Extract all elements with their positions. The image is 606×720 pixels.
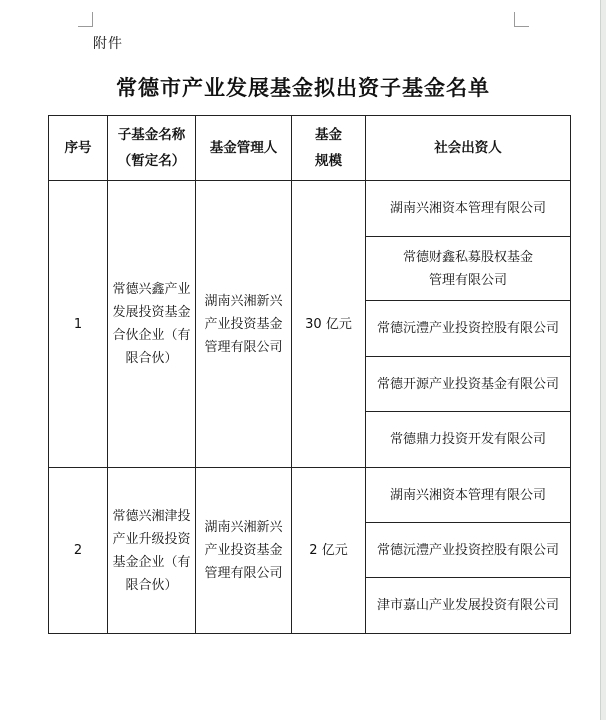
manager-line: 湖南兴湘新兴 [204, 293, 283, 309]
fund-name-line: 常德兴湘津投 [112, 508, 191, 524]
fund-name-line: 产业升级投资 [112, 531, 191, 547]
header-index: 序号 [49, 116, 108, 181]
investor-cell [366, 301, 571, 357]
table-row [49, 181, 571, 237]
fund-list-table [48, 115, 571, 634]
investor-cell [366, 181, 571, 237]
table-header-row [49, 116, 571, 181]
manager-line: 湖南兴湘新兴 [204, 520, 283, 535]
row-index: 2 [49, 468, 108, 634]
fund-name-line: 合伙企业（有 [112, 328, 191, 343]
fund-name-line: 发展投资基金 [112, 305, 191, 320]
investor-cell [366, 523, 571, 578]
header-scale [292, 116, 366, 181]
header-investors: 社会出资人 [366, 116, 571, 181]
manager-line: 管理有限公司 [204, 339, 283, 355]
header-scale-line: 规模 [315, 153, 342, 169]
investor-line: 常德开源产业投资基金有限公司 [376, 376, 559, 392]
manager-cell [196, 181, 292, 468]
investor-line: 常德沅澧产业投资控股有限公司 [376, 321, 559, 336]
investor-line: 湖南兴湘资本管理有限公司 [389, 201, 546, 216]
fund-name-cell [108, 181, 196, 468]
page-corner-mark-right [514, 12, 529, 27]
investor-line: 湖南兴湘资本管理有限公司 [389, 487, 546, 503]
table-row [49, 468, 571, 523]
fund-name-line: 限合伙） [125, 577, 178, 593]
fund-name-line: 常德兴鑫产业 [112, 282, 191, 297]
header-fund-name-line: 子基金名称 [117, 127, 186, 143]
document-title: 常德市产业发展基金拟出资子基金名单 [116, 75, 490, 100]
manager-line: 管理有限公司 [204, 566, 283, 581]
manager-line: 产业投资基金 [204, 543, 283, 558]
manager-line: 产业投资基金 [204, 316, 283, 332]
investor-cell [366, 578, 571, 634]
investor-line: 管理有限公司 [428, 272, 507, 288]
investor-cell [366, 237, 571, 301]
fund-name-line: 限合伙） [125, 351, 178, 366]
header-fund-name-line: （暂定名） [117, 153, 186, 169]
investor-cell [366, 412, 571, 468]
investor-line: 常德沅澧产业投资控股有限公司 [376, 542, 559, 558]
scale-cell: 30 亿元 [292, 181, 366, 468]
header-manager: 基金管理人 [196, 116, 292, 181]
header-fund-name [108, 116, 196, 181]
manager-cell [196, 468, 292, 634]
scale-cell: 2 亿元 [292, 468, 366, 634]
fund-name-cell [108, 468, 196, 634]
fund-name-line: 基金企业（有 [112, 554, 191, 570]
investor-line: 常德鼎力投资开发有限公司 [389, 432, 546, 447]
investor-line: 常德财鑫私募股权基金 [402, 249, 533, 265]
row-index: 1 [49, 181, 108, 468]
investor-cell [366, 468, 571, 523]
investor-line: 津市嘉山产业发展投资有限公司 [376, 598, 559, 613]
header-scale-line: 基金 [315, 127, 342, 143]
attachment-label: 附件 [93, 36, 123, 52]
investor-cell [366, 357, 571, 412]
page-corner-mark-left [78, 12, 93, 27]
